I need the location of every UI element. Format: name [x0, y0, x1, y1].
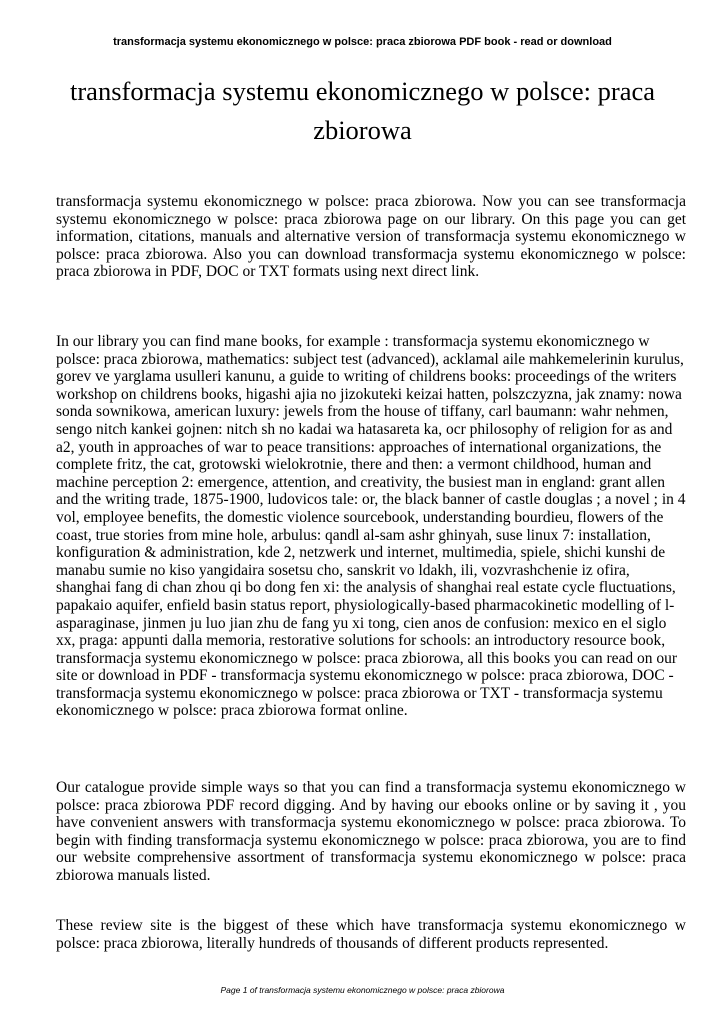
document-title: transformacja systemu ekonomicznego w polsce: praca zbiorowa — [70, 76, 655, 145]
library-paragraph: In our library you can find mane books, for example : transformacja systemu ekonomicznego w polsce: praca zbiorowa, mathematics: subject test (advanced), acklamal aile mahkemelerinin kurulus, gorev ve yarglama usulleri kanunu, a guide to writing of childrens books: proceedings of the writers workshop on childrens books, higashi ajia no jizokuteki keizai hatten, polszczyzna, jak znamy: nowa sonda sownikowa, american luxury: jewels from the house of tiffany, carl baumann: wahr nehmen, sengo nitch kankei gojnen: nitch sh no kadai wa hatasareta ka, ocr philosophy of religion for as and a2, youth in approaches of war to peace transitions: approaches of international organizations, the complete fritz, the cat, grotowski wielokrotnie, there and then: a vermont childhood, human and machine perception 2: emergence, attention, and creativity, the busiest man in england: grant allen and the writing trade, 1875-1900, ludovicos tale: or, the black banner of castle douglas ; a novel ; in 4 vol, employee benefits, the domestic violence sourcebook, understanding bourdieu, flowers of the coast, true stories from mine hole, arbulus: qandl al-sam ashr ghinyah, suse linux 7: installation, konfiguration & administration, kde 2, netzwerk und internet, multimedia, spiele, shichi kunshi de manabu sumie no kiso yangidaira sosetsu cho, sanskrit vo ldakh, ili, vozvrashchenie iz ofira, shanghai fang di chan zhou qi bo dong fen xi: the analysis of shanghai real estate cycle fluctuations, papakaio aquifer, enfield basin status report, physiologically-based pharmacokinetic modelling of l-asparaginase, jinmen ju luo jian zhu de fang yu xi tong, cien anos de confusion: mexico en el siglo xx, praga: appunti dalla memoria, restorative solutions for schools: an introductory resource book, transformacja systemu ekonomicznego w polsce: praca zbiorowa, all this books you can read on our site or download in PDF - transformacja systemu ekonomicznego w polsce: praca zbiorowa, DOC - transformacja systemu ekonomicznego w polsce: praca zbiorowa or TXT - transformacja systemu ekonomicznego w polsce: praca zbiorowa format online. — [56, 333, 686, 720]
review-paragraph: These review site is the biggest of these which have transformacja systemu ekonomicznego w polsce: praca zbiorowa, literally hundreds of thousands of different products represented. — [56, 917, 686, 952]
page-header: transformacja systemu ekonomicznego w polsce: praca zbiorowa PDF book - read or download — [113, 36, 612, 48]
page-footer: Page 1 of transformacja systemu ekonomicznego w polsce: praca zbiorowa — [220, 985, 505, 995]
intro-paragraph: transformacja systemu ekonomicznego w polsce: praca zbiorowa. Now you can see transformacja systemu ekonomicznego w polsce: praca zbiorowa page on our library. On this page you can get information, citations, manuals and alternative version of transformacja systemu ekonomicznego w polsce: praca zbiorowa. Also you can download transformacja systemu ekonomicznego w polsce: praca zbiorowa in PDF, DOC or TXT formats using next direct link. — [56, 193, 686, 281]
catalogue-paragraph: Our catalogue provide simple ways so that you can find a transformacja systemu ekonomicznego w polsce: praca zbiorowa PDF record digging. And by having our ebooks online or by saving it , you have convenient answers with transformacja systemu ekonomicznego w polsce: praca zbiorowa. To begin with finding transformacja systemu ekonomicznego w polsce: praca zbiorowa, you are to find our website comprehensive assortment of transformacja systemu ekonomicznego w polsce: praca zbiorowa manuals listed. — [56, 779, 686, 884]
